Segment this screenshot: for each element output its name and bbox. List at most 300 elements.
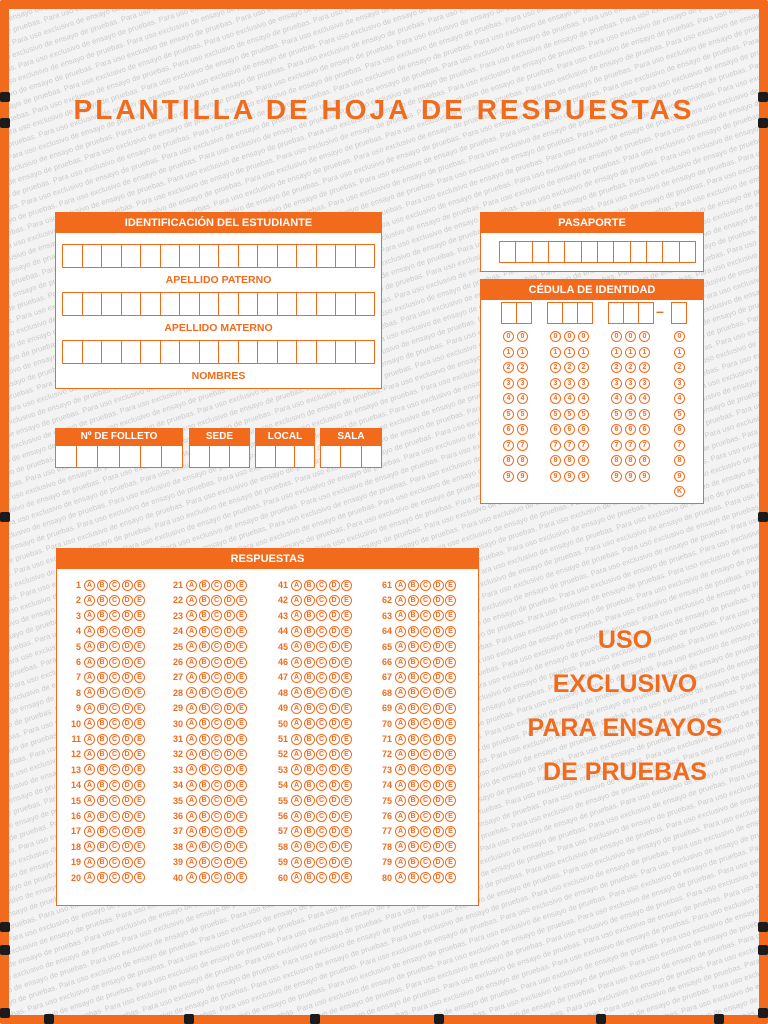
option-bubble-d[interactable]: D (224, 703, 235, 714)
digit-bubble[interactable]: 0 (564, 331, 575, 342)
option-bubble-b[interactable]: B (304, 657, 315, 668)
option-bubble-e[interactable]: E (341, 795, 352, 806)
option-bubble-b[interactable]: B (304, 811, 315, 822)
option-bubble-a[interactable]: A (395, 610, 406, 621)
letter-box[interactable] (239, 341, 259, 363)
digit-bubble[interactable]: 1 (639, 347, 650, 358)
option-bubble-d[interactable]: D (224, 734, 235, 745)
digit-bubble[interactable]: 1 (611, 347, 622, 358)
option-bubble-b[interactable]: B (304, 826, 315, 837)
digit-bubble[interactable]: 3 (578, 378, 589, 389)
option-bubble-e[interactable]: E (445, 734, 456, 745)
option-bubble-e[interactable]: E (445, 826, 456, 837)
option-bubble-b[interactable]: B (97, 580, 108, 591)
option-bubble-a[interactable]: A (395, 595, 406, 606)
option-bubble-b[interactable]: B (408, 841, 419, 852)
option-bubble-a[interactable]: A (291, 641, 302, 652)
option-bubble-c[interactable]: C (109, 872, 120, 883)
option-bubble-b[interactable]: B (97, 703, 108, 714)
option-bubble-c[interactable]: C (211, 718, 222, 729)
digit-bubble[interactable]: 3 (564, 378, 575, 389)
digit-box[interactable] (276, 446, 296, 467)
option-bubble-c[interactable]: C (420, 734, 431, 745)
digit-box[interactable] (672, 303, 686, 323)
digit-bubble[interactable]: 1 (625, 347, 636, 358)
option-bubble-d[interactable]: D (329, 595, 340, 606)
option-bubble-c[interactable]: C (109, 580, 120, 591)
option-bubble-e[interactable]: E (236, 764, 247, 775)
option-bubble-e[interactable]: E (341, 780, 352, 791)
digit-bubble[interactable]: 6 (611, 424, 622, 435)
option-bubble-a[interactable]: A (291, 580, 302, 591)
option-bubble-b[interactable]: B (408, 734, 419, 745)
option-bubble-a[interactable]: A (84, 734, 95, 745)
option-bubble-b[interactable]: B (199, 841, 210, 852)
option-bubble-c[interactable]: C (109, 826, 120, 837)
option-bubble-a[interactable]: A (395, 826, 406, 837)
letter-box[interactable] (102, 341, 122, 363)
digit-bubble[interactable]: 3 (611, 378, 622, 389)
letter-box[interactable] (239, 293, 259, 315)
option-bubble-d[interactable]: D (224, 795, 235, 806)
letter-box[interactable] (219, 341, 239, 363)
option-bubble-d[interactable]: D (224, 826, 235, 837)
student-field-input[interactable] (62, 340, 375, 364)
digit-bubble[interactable]: 4 (564, 393, 575, 404)
check-digit-bubble[interactable]: 5 (674, 409, 685, 420)
option-bubble-d[interactable]: D (329, 795, 340, 806)
digit-box[interactable] (162, 446, 182, 467)
option-bubble-c[interactable]: C (316, 734, 327, 745)
digit-bubble[interactable]: 9 (578, 471, 589, 482)
option-bubble-d[interactable]: D (329, 872, 340, 883)
option-bubble-a[interactable]: A (84, 749, 95, 760)
digit-box[interactable] (341, 446, 361, 467)
passport-box[interactable] (663, 242, 679, 262)
letter-box[interactable] (102, 293, 122, 315)
letter-box[interactable] (356, 341, 375, 363)
option-bubble-e[interactable]: E (134, 872, 145, 883)
letter-box[interactable] (141, 245, 161, 267)
option-bubble-b[interactable]: B (408, 780, 419, 791)
passport-box[interactable] (565, 242, 581, 262)
option-bubble-d[interactable]: D (433, 872, 444, 883)
option-bubble-e[interactable]: E (134, 687, 145, 698)
option-bubble-d[interactable]: D (122, 764, 133, 775)
digit-bubble[interactable]: 0 (611, 331, 622, 342)
digit-bubble[interactable]: 2 (550, 362, 561, 373)
option-bubble-b[interactable]: B (97, 641, 108, 652)
digit-bubble[interactable]: 2 (639, 362, 650, 373)
digit-box[interactable] (256, 446, 276, 467)
option-bubble-a[interactable]: A (291, 703, 302, 714)
digit-bubble[interactable]: 9 (503, 471, 514, 482)
letter-box[interactable] (102, 245, 122, 267)
option-bubble-d[interactable]: D (329, 672, 340, 683)
letter-box[interactable] (200, 293, 220, 315)
option-bubble-c[interactable]: C (420, 595, 431, 606)
option-bubble-b[interactable]: B (304, 687, 315, 698)
option-bubble-e[interactable]: E (445, 626, 456, 637)
option-bubble-d[interactable]: D (329, 811, 340, 822)
option-bubble-b[interactable]: B (199, 826, 210, 837)
option-bubble-b[interactable]: B (199, 672, 210, 683)
option-bubble-d[interactable]: D (433, 811, 444, 822)
option-bubble-c[interactable]: C (316, 718, 327, 729)
option-bubble-b[interactable]: B (97, 811, 108, 822)
digit-bubble[interactable]: 8 (564, 455, 575, 466)
option-bubble-a[interactable]: A (291, 718, 302, 729)
option-bubble-b[interactable]: B (408, 672, 419, 683)
letter-box[interactable] (297, 341, 317, 363)
option-bubble-c[interactable]: C (420, 872, 431, 883)
option-bubble-e[interactable]: E (236, 595, 247, 606)
option-bubble-d[interactable]: D (224, 780, 235, 791)
option-bubble-a[interactable]: A (395, 718, 406, 729)
option-bubble-b[interactable]: B (97, 780, 108, 791)
option-bubble-d[interactable]: D (433, 580, 444, 591)
option-bubble-d[interactable]: D (224, 764, 235, 775)
option-bubble-e[interactable]: E (341, 764, 352, 775)
option-bubble-a[interactable]: A (186, 811, 197, 822)
digit-bubble[interactable]: 7 (517, 440, 528, 451)
letter-box[interactable] (336, 293, 356, 315)
option-bubble-e[interactable]: E (341, 857, 352, 868)
option-bubble-c[interactable]: C (420, 641, 431, 652)
passport-box[interactable] (680, 242, 695, 262)
digit-bubble[interactable]: 7 (564, 440, 575, 451)
option-bubble-c[interactable]: C (211, 703, 222, 714)
option-bubble-c[interactable]: C (109, 703, 120, 714)
option-bubble-c[interactable]: C (316, 610, 327, 621)
digit-bubble[interactable]: 8 (625, 455, 636, 466)
option-bubble-d[interactable]: D (329, 580, 340, 591)
letter-box[interactable] (297, 245, 317, 267)
option-bubble-e[interactable]: E (445, 580, 456, 591)
option-bubble-b[interactable]: B (408, 857, 419, 868)
option-bubble-e[interactable]: E (341, 749, 352, 760)
check-digit-bubble[interactable]: 6 (674, 424, 685, 435)
letter-box[interactable] (317, 245, 337, 267)
option-bubble-c[interactable]: C (420, 718, 431, 729)
letter-box[interactable] (83, 293, 103, 315)
option-bubble-d[interactable]: D (224, 841, 235, 852)
option-bubble-e[interactable]: E (236, 780, 247, 791)
digit-bubble[interactable]: 0 (625, 331, 636, 342)
option-bubble-a[interactable]: A (84, 857, 95, 868)
digit-bubble[interactable]: 0 (639, 331, 650, 342)
option-bubble-b[interactable]: B (304, 595, 315, 606)
option-bubble-e[interactable]: E (236, 841, 247, 852)
letter-box[interactable] (258, 293, 278, 315)
option-bubble-c[interactable]: C (211, 826, 222, 837)
option-bubble-a[interactable]: A (395, 626, 406, 637)
option-bubble-a[interactable]: A (395, 811, 406, 822)
letter-box[interactable] (63, 293, 83, 315)
option-bubble-d[interactable]: D (122, 641, 133, 652)
option-bubble-e[interactable]: E (445, 857, 456, 868)
option-bubble-e[interactable]: E (134, 641, 145, 652)
option-bubble-a[interactable]: A (291, 749, 302, 760)
option-bubble-b[interactable]: B (199, 703, 210, 714)
option-bubble-c[interactable]: C (316, 657, 327, 668)
option-bubble-c[interactable]: C (211, 595, 222, 606)
option-bubble-b[interactable]: B (199, 641, 210, 652)
digit-box[interactable] (609, 303, 624, 323)
option-bubble-b[interactable]: B (408, 718, 419, 729)
digit-bubble[interactable]: 7 (503, 440, 514, 451)
digit-bubble[interactable]: 0 (517, 331, 528, 342)
option-bubble-b[interactable]: B (199, 610, 210, 621)
digit-bubble[interactable]: 5 (517, 409, 528, 420)
option-bubble-a[interactable]: A (84, 795, 95, 806)
option-bubble-e[interactable]: E (445, 718, 456, 729)
option-bubble-a[interactable]: A (84, 687, 95, 698)
option-bubble-e[interactable]: E (341, 811, 352, 822)
option-bubble-c[interactable]: C (211, 811, 222, 822)
option-bubble-c[interactable]: C (211, 672, 222, 683)
letter-box[interactable] (180, 341, 200, 363)
passport-box[interactable] (549, 242, 565, 262)
option-bubble-e[interactable]: E (445, 780, 456, 791)
letter-box[interactable] (278, 341, 298, 363)
option-bubble-a[interactable]: A (291, 795, 302, 806)
cedula-digit-boxes[interactable] (501, 302, 532, 324)
digit-bubble[interactable]: 9 (625, 471, 636, 482)
option-bubble-e[interactable]: E (134, 580, 145, 591)
letter-box[interactable] (278, 293, 298, 315)
option-bubble-d[interactable]: D (224, 580, 235, 591)
option-bubble-e[interactable]: E (134, 857, 145, 868)
option-bubble-a[interactable]: A (395, 672, 406, 683)
option-bubble-e[interactable]: E (445, 657, 456, 668)
digit-bubble[interactable]: 6 (578, 424, 589, 435)
digit-box[interactable] (639, 303, 653, 323)
option-bubble-a[interactable]: A (186, 580, 197, 591)
digit-bubble[interactable]: 6 (625, 424, 636, 435)
option-bubble-b[interactable]: B (199, 687, 210, 698)
letter-box[interactable] (356, 245, 375, 267)
option-bubble-c[interactable]: C (316, 580, 327, 591)
option-bubble-d[interactable]: D (122, 718, 133, 729)
option-bubble-c[interactable]: C (109, 734, 120, 745)
option-bubble-c[interactable]: C (211, 641, 222, 652)
option-bubble-e[interactable]: E (445, 764, 456, 775)
letter-box[interactable] (141, 341, 161, 363)
option-bubble-d[interactable]: D (122, 857, 133, 868)
option-bubble-d[interactable]: D (122, 811, 133, 822)
option-bubble-e[interactable]: E (341, 610, 352, 621)
digit-bubble[interactable]: 7 (611, 440, 622, 451)
option-bubble-c[interactable]: C (420, 764, 431, 775)
option-bubble-b[interactable]: B (199, 764, 210, 775)
option-bubble-b[interactable]: B (97, 749, 108, 760)
letter-box[interactable] (161, 293, 181, 315)
option-bubble-b[interactable]: B (97, 718, 108, 729)
letter-box[interactable] (297, 293, 317, 315)
option-bubble-c[interactable]: C (420, 780, 431, 791)
option-bubble-d[interactable]: D (329, 687, 340, 698)
cedula-digit-boxes[interactable] (547, 302, 593, 324)
digit-bubble[interactable]: 2 (503, 362, 514, 373)
option-bubble-c[interactable]: C (420, 580, 431, 591)
option-bubble-a[interactable]: A (186, 703, 197, 714)
option-bubble-c[interactable]: C (109, 811, 120, 822)
option-bubble-c[interactable]: C (211, 872, 222, 883)
digit-bubble[interactable]: 9 (517, 471, 528, 482)
option-bubble-c[interactable]: C (316, 811, 327, 822)
option-bubble-c[interactable]: C (211, 626, 222, 637)
option-bubble-d[interactable]: D (433, 857, 444, 868)
option-bubble-e[interactable]: E (134, 749, 145, 760)
digit-bubble[interactable]: 8 (639, 455, 650, 466)
option-bubble-d[interactable]: D (433, 749, 444, 760)
letter-box[interactable] (258, 341, 278, 363)
student-field-input[interactable] (62, 244, 375, 268)
check-digit-bubble[interactable]: 8 (674, 455, 685, 466)
letter-box[interactable] (180, 245, 200, 267)
option-bubble-d[interactable]: D (122, 703, 133, 714)
option-bubble-e[interactable]: E (236, 734, 247, 745)
option-bubble-a[interactable]: A (186, 641, 197, 652)
option-bubble-d[interactable]: D (433, 610, 444, 621)
option-bubble-b[interactable]: B (199, 595, 210, 606)
option-bubble-b[interactable]: B (199, 749, 210, 760)
option-bubble-c[interactable]: C (109, 626, 120, 637)
option-bubble-c[interactable]: C (316, 795, 327, 806)
digit-box[interactable] (190, 446, 210, 467)
digit-bubble[interactable]: 1 (550, 347, 561, 358)
digit-bubble[interactable]: 2 (611, 362, 622, 373)
option-bubble-d[interactable]: D (224, 657, 235, 668)
digit-bubble[interactable]: 5 (625, 409, 636, 420)
option-bubble-c[interactable]: C (316, 780, 327, 791)
option-bubble-d[interactable]: D (224, 749, 235, 760)
option-bubble-d[interactable]: D (122, 687, 133, 698)
option-bubble-e[interactable]: E (341, 734, 352, 745)
option-bubble-a[interactable]: A (395, 857, 406, 868)
option-bubble-d[interactable]: D (433, 718, 444, 729)
option-bubble-e[interactable]: E (236, 626, 247, 637)
letter-box[interactable] (219, 245, 239, 267)
option-bubble-c[interactable]: C (211, 780, 222, 791)
option-bubble-c[interactable]: C (211, 764, 222, 775)
option-bubble-c[interactable]: C (420, 749, 431, 760)
option-bubble-d[interactable]: D (433, 687, 444, 698)
option-bubble-d[interactable]: D (122, 580, 133, 591)
letter-box[interactable] (200, 245, 220, 267)
option-bubble-d[interactable]: D (224, 857, 235, 868)
option-bubble-e[interactable]: E (445, 641, 456, 652)
letter-box[interactable] (63, 341, 83, 363)
option-bubble-d[interactable]: D (329, 764, 340, 775)
passport-box[interactable] (631, 242, 647, 262)
option-bubble-c[interactable]: C (420, 826, 431, 837)
digit-bubble[interactable]: 8 (578, 455, 589, 466)
option-bubble-a[interactable]: A (84, 641, 95, 652)
option-bubble-e[interactable]: E (134, 672, 145, 683)
option-bubble-d[interactable]: D (433, 780, 444, 791)
digit-box[interactable] (502, 303, 517, 323)
option-bubble-e[interactable]: E (236, 641, 247, 652)
option-bubble-c[interactable]: C (211, 580, 222, 591)
option-bubble-d[interactable]: D (224, 672, 235, 683)
digit-box[interactable] (141, 446, 162, 467)
option-bubble-c[interactable]: C (420, 626, 431, 637)
option-bubble-e[interactable]: E (445, 811, 456, 822)
option-bubble-d[interactable]: D (329, 641, 340, 652)
option-bubble-a[interactable]: A (84, 672, 95, 683)
option-bubble-b[interactable]: B (97, 672, 108, 683)
option-bubble-a[interactable]: A (395, 734, 406, 745)
option-bubble-a[interactable]: A (395, 749, 406, 760)
option-bubble-b[interactable]: B (97, 626, 108, 637)
option-bubble-b[interactable]: B (97, 795, 108, 806)
option-bubble-b[interactable]: B (408, 595, 419, 606)
option-bubble-d[interactable]: D (224, 718, 235, 729)
letter-box[interactable] (336, 245, 356, 267)
option-bubble-c[interactable]: C (211, 841, 222, 852)
option-bubble-d[interactable]: D (329, 826, 340, 837)
option-bubble-e[interactable]: E (236, 795, 247, 806)
option-bubble-c[interactable]: C (420, 703, 431, 714)
option-bubble-d[interactable]: D (122, 780, 133, 791)
option-bubble-e[interactable]: E (341, 626, 352, 637)
option-bubble-a[interactable]: A (84, 811, 95, 822)
option-bubble-a[interactable]: A (395, 780, 406, 791)
option-bubble-b[interactable]: B (304, 795, 315, 806)
option-bubble-b[interactable]: B (97, 595, 108, 606)
digit-bubble[interactable]: 7 (550, 440, 561, 451)
option-bubble-a[interactable]: A (84, 703, 95, 714)
option-bubble-a[interactable]: A (291, 872, 302, 883)
option-bubble-e[interactable]: E (134, 780, 145, 791)
option-bubble-d[interactable]: D (433, 595, 444, 606)
option-bubble-b[interactable]: B (408, 703, 419, 714)
option-bubble-a[interactable]: A (84, 826, 95, 837)
option-bubble-c[interactable]: C (316, 841, 327, 852)
option-bubble-d[interactable]: D (433, 826, 444, 837)
option-bubble-e[interactable]: E (341, 580, 352, 591)
field-input[interactable] (189, 446, 250, 468)
option-bubble-d[interactable]: D (329, 626, 340, 637)
digit-bubble[interactable]: 3 (517, 378, 528, 389)
option-bubble-e[interactable]: E (445, 795, 456, 806)
option-bubble-a[interactable]: A (84, 718, 95, 729)
option-bubble-b[interactable]: B (408, 826, 419, 837)
digit-bubble[interactable]: 1 (564, 347, 575, 358)
option-bubble-c[interactable]: C (211, 857, 222, 868)
letter-box[interactable] (161, 245, 181, 267)
option-bubble-b[interactable]: B (199, 718, 210, 729)
option-bubble-a[interactable]: A (84, 872, 95, 883)
digit-box[interactable] (230, 446, 249, 467)
option-bubble-a[interactable]: A (186, 610, 197, 621)
option-bubble-d[interactable]: D (433, 764, 444, 775)
option-bubble-b[interactable]: B (199, 857, 210, 868)
option-bubble-a[interactable]: A (291, 595, 302, 606)
digit-bubble[interactable]: 0 (578, 331, 589, 342)
option-bubble-a[interactable]: A (186, 795, 197, 806)
option-bubble-e[interactable]: E (445, 841, 456, 852)
option-bubble-b[interactable]: B (199, 734, 210, 745)
option-bubble-c[interactable]: C (109, 764, 120, 775)
digit-bubble[interactable]: 8 (550, 455, 561, 466)
option-bubble-e[interactable]: E (236, 811, 247, 822)
option-bubble-c[interactable]: C (420, 687, 431, 698)
digit-bubble[interactable]: 5 (639, 409, 650, 420)
digit-bubble[interactable]: 5 (550, 409, 561, 420)
